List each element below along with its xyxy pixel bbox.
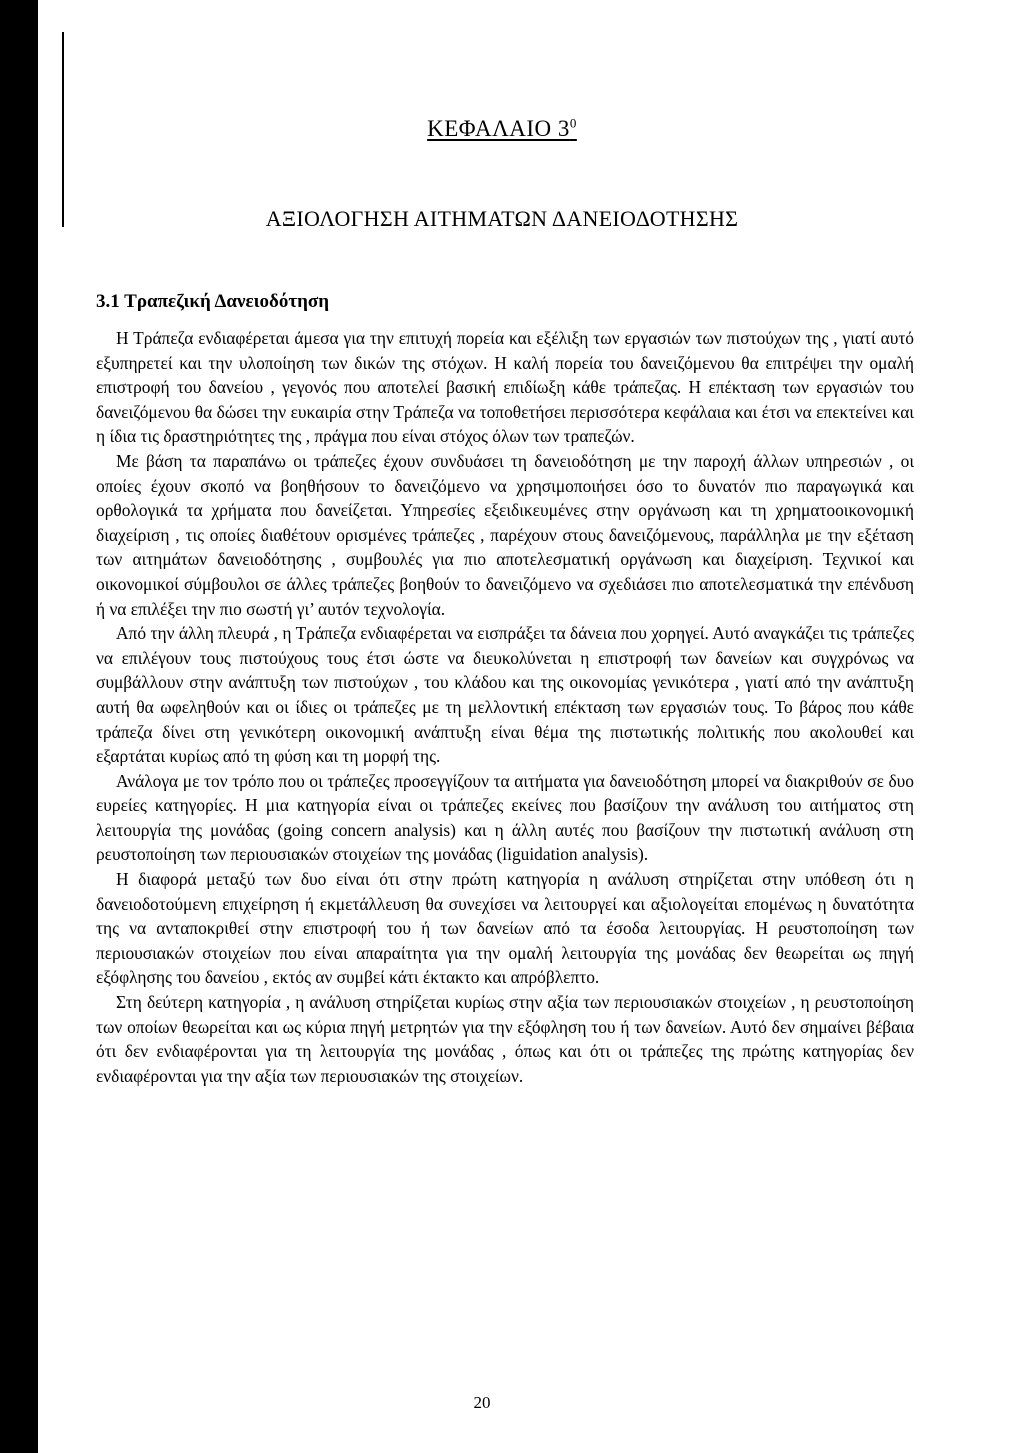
page-number: 20 — [473, 1393, 491, 1412]
paragraph: Στη δεύτερη κατηγορία , η ανάλυση στηρίζεται κυρίως στην αξία των περιουσιακών στοιχείων , η ρευστοποίηση των οποίων θεωρείται και ως κύρια πηγή μετρητών για την εξόφληση του ή των δανείων. Αυτό δεν σημαίνει βέβαια ότι δεν ενδιαφέρονται για τη λειτουργία της μονάδας , όπως και ότι οι τράπεζες της πρώτης κατηγορίας δεν ενδιαφέρονται για την αξία των περιουσιακών της στοιχείων. — [96, 992, 914, 1086]
paragraph: Από την άλλη πλευρά , η Τράπεζα ενδιαφέρεται να εισπράξει τα δάνεια που χορηγεί. Αυτό αναγκάζει τις τράπεζες να επιλέγουν τους πιστούχους τους έτσι ώστε να διευκολύνεται η επιστροφή των δανείων και συγχρόνως να συμβάλλουν στην ανάπτυξη των πιστούχων , του κλάδου και της οικονομίας γενικότερα , γιατί από την ανάπτυξη αυτή θα ωφεληθούν και οι ίδιες οι τράπεζες με τη μελλοντική επέκταση των εργασιών τους. Το βάρος που κάθε τράπεζα δίνει στη γενικότερη οικονομική ανάπτυξη είναι θέμα της πιστωτικής πολιτικής που ακολουθεί και εξαρτάται κυρίως από τη φύση και τη μορφή της. — [96, 623, 914, 767]
chapter-label: ΚΕΦΑΛΑΙΟ 3 — [427, 116, 570, 141]
chapter-heading — [38, 116, 966, 142]
paragraph: Η διαφορά μεταξύ των δυο είναι ότι στην πρώτη κατηγορία η ανάλυση στηρίζεται στην υπόθεση ότι η δανειοδοτούμενη επιχείρηση ή εκμετάλλευση θα συνεχίσει να λειτουργεί και αξιολογείται επομένως η δυνατότητα της να ανταποκριθεί στην επιστροφή του ή των δανείων από τα έσοδα λειτουργίας. Η ρευστοποίηση των περιουσιακών στοιχείων που είναι απαραίτητα για την ομαλή λειτουργία της μονάδας δεν θεωρείται ως πηγή εξόφλησης του δανείου , εκτός αν συμβεί κάτι έκτακτο και απρόβλεπτο. — [96, 869, 914, 988]
paragraph: Η Τράπεζα ενδιαφέρεται άμεσα για την επιτυχή πορεία και εξέλιξη των εργασιών των πιστούχων της , γιατί αυτό εξυπηρετεί και την υλοποίηση των δικών της στόχων. Η καλή πορεία του δανειζόμενου θα επιτρέψει την ομαλή επιστροφή του δανείου , γεγονός που αποτελεί βασική επιδίωξη κάθε τράπεζας. Η επέκταση των εργασιών του δανειζόμενου θα δώσει την ευκαιρία στην Τράπεζα να τοποθετήσει περισσότερα κεφάλαια και έτσι να επεκτείνει και η ίδια τις δραστηριότητες της , πράγμα που είναι στόχος όλων των τραπεζών. — [96, 328, 914, 447]
document-page — [38, 0, 1024, 1453]
section-heading: 3.1 Τραπεζική Δανειοδότηση — [96, 291, 330, 312]
document-title: ΑΞΙΟΛΟΓΗΣΗ ΑΙΤΗΜΑΤΩΝ ΔΑΝΕΙΟΔΟΤΗΣΗΣ — [265, 206, 739, 231]
chapter-superscript: 0 — [569, 115, 577, 131]
body-text — [96, 326, 914, 1088]
paragraph: Ανάλογα με τον τρόπο που οι τράπεζες προσεγγίζουν τα αιτήματα για δανειοδότηση μπορεί να διακριθούν σε δυο ευρείες κατηγορίες. Η μια κατηγορία είναι οι τράπεζες εκείνες που βασίζουν την ανάλυση του αιτήματος στη λειτουργία της μονάδας (going concern analysis) και η άλλη αυτές που βασίζουν την πιστωτική ανάλυση στη ρευστοποίηση των περιουσιακών στοιχείων της μονάδας (liguidation analysis). — [96, 770, 914, 865]
paragraph: Με βάση τα παραπάνω οι τράπεζες έχουν συνδυάσει τη δανειοδότηση με την παροχή άλλων υπηρεσιών , οι οποίες έχουν σκοπό να βοηθήσουν το δανειζόμενο να χρησιμοποιήσει όσο το δυνατόν πιο παραγωγικά και ορθολογικά τα χρήματα που δανείζεται. Υπηρεσίες εξειδικευμένες στην οργάνωση και τη χρηματοοικονομική διαχείριση , τις οποίες διαθέτουν ορισμένες τράπεζες , παρέχουν στους δανειζόμενους, παράλληλα με την εξέταση των αιτημάτων δανειοδότησης , συμβουλές για πιο αποτελεσματική οργάνωση και διαχείριση. Τεχνικοί και οικονομικοί σύμβουλοι σε άλλες τράπεζες βοηθούν το δανειζόμενο να σχεδιάσει πιο αποτελεσματικά την επένδυση ή να επιλέξει την πιο σωστή γι’ αυτόν τεχνολογία. — [96, 450, 914, 619]
